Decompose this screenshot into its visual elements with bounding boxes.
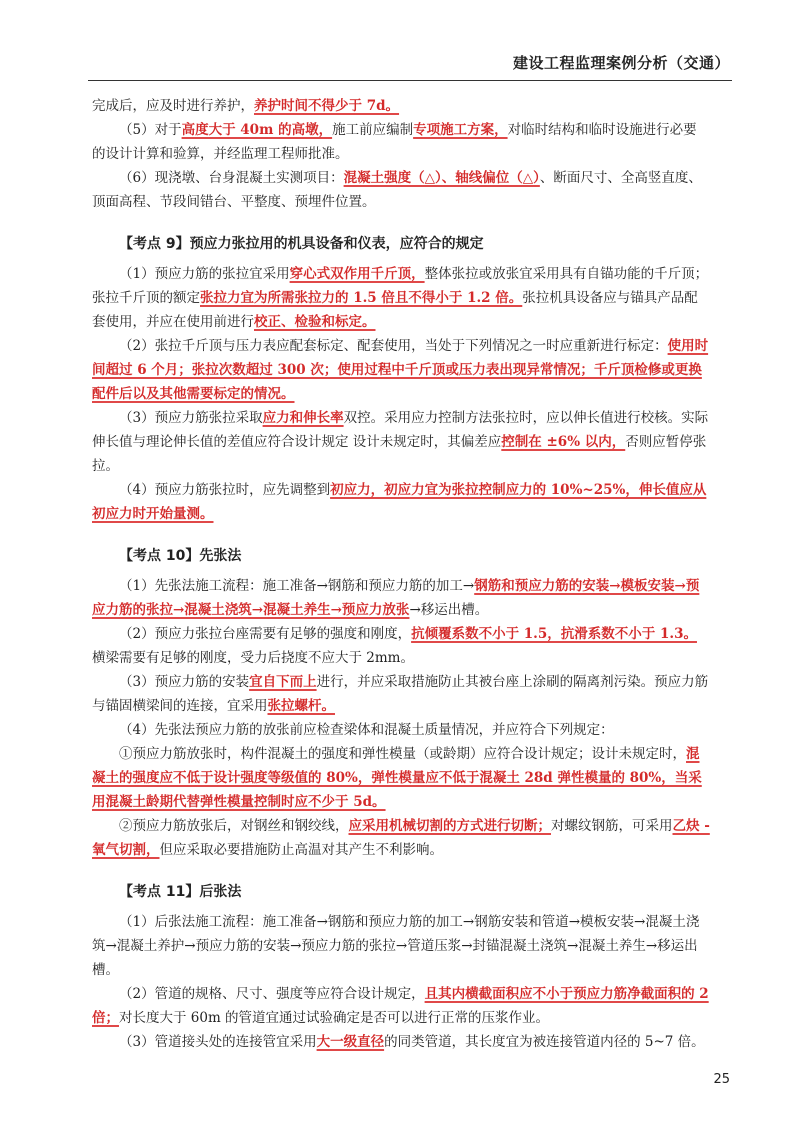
paragraph-s10-6: ②预应力筋放张后，对钢丝和钢绞线，应采用机械切割的方式进行切断；对螺纹钢筋，可采用乙炔 - 氧气切割，但应采取必要措施防止高温对其产生不利影响。 — [92, 818, 710, 858]
highlight: 应采用机械切割的方式进行切断； — [348, 818, 551, 834]
highlight: 使用时间超过 6 个月；张拉次数超过 300 次；使用过程中千斤顶或压力表出现异常情况；千斤顶检修或更换配件后以及其他需要标定的情况。 — [92, 338, 709, 402]
highlight: 校正、检验和标定。 — [254, 314, 376, 330]
highlight: 混凝土的强度应不低于设计强度等级值的 80%，弹性模量应不低于混凝土 28d 弹性模量的 80%，当采用混凝土龄期代替弹性模量控制时应不少于 5d。 — [92, 746, 702, 810]
highlight: 混凝土强度（△）、轴线偏位（△） — [343, 170, 540, 186]
paragraph-s9-3: （3）预应力筋张拉采取应力和伸长率双控。采用应力控制方法张拉时，应以伸长值进行校核。实际伸长值与理论伸长值的差值应符合设计规定 设计未规定时，其偏差应控制在 ±6% 以内，否则应暂停张拉。 — [92, 410, 709, 474]
highlight: 且其内横截面积应不小于预应力筋净截面积的 2 倍； — [92, 986, 709, 1026]
running-header: 建设工程监理案例分析（交通） — [512, 54, 730, 72]
highlight: 穿心式双作用千斤顶， — [289, 266, 425, 282]
highlight: 钢筋和预应力筋的安装→模板安装→预应力筋的张拉→混凝土浇筑→混凝土养生→预应力放张 — [92, 578, 700, 618]
highlight: 专项施工方案， — [413, 122, 508, 138]
highlight: 抗倾覆系数不小于 1.5，抗滑系数不小于 1.3。 — [411, 626, 697, 642]
highlight: 大一级直径 — [316, 1034, 385, 1050]
paragraph-s10-2: （2）预应力张拉台座需要有足够的强度和刚度，抗倾覆系数不小于 1.5，抗滑系数不小于 1.3。横梁需要有足够的刚度，受力后挠度不应大于 2mm。 — [92, 626, 697, 666]
paragraph-intro-1: 完成后，应及时进行养护，养护时间不得少于 7d。 — [92, 98, 400, 114]
paragraph-s10-1: （1）先张法施工流程：施工准备→钢筋和预应力筋的加工→钢筋和预应力筋的安装→模板安装→预应力筋的张拉→混凝土浇筑→混凝土养生→预应力放张→移运出槽。 — [92, 578, 700, 618]
highlight: 张拉螺杆。 — [267, 698, 335, 714]
page-number: 25 — [713, 1072, 730, 1087]
paragraph-s10-5: ①预应力筋放张时，构件混凝土的强度和弹性模量（或龄期）应符合设计规定；设计未规定时，混凝土的强度应不低于设计强度等级值的 80%，弹性模量应不低于混凝土 28d 弹性模量的 80%，当采用混凝土龄期代替弹性模量控制时应不少于 5d。 — [92, 746, 702, 810]
highlight: 应力和伸长率 — [262, 410, 344, 426]
section-heading-10: 【考点 10】先张法 — [119, 548, 242, 564]
header-rule — [88, 80, 732, 81]
section-heading-11: 【考点 11】后张法 — [119, 884, 242, 900]
highlight: 养护时间不得少于 7d。 — [254, 98, 400, 114]
highlight: 高度大于 40m 的高墩， — [181, 122, 333, 138]
paragraph-intro-2: （5）对于高度大于 40m 的高墩，施工前应编制专项施工方案，对临时结构和临时设施进行必要的设计计算和验算，并经监理工程师批准。 — [92, 122, 697, 162]
paragraph-intro-3: （6）现浇墩、台身混凝土实测项目：混凝土强度（△）、轴线偏位（△）、断面尺寸、全高竖直度、顶面高程、节段间错台、平整度、预埋件位置。 — [92, 170, 702, 210]
paragraph-s9-4: （4）预应力筋张拉时，应先调整到初应力，初应力宜为张拉控制应力的 10%~25%，伸长值应从初应力时开始量测。 — [92, 482, 707, 522]
highlight: 张拉力宜为所需张拉力的 1.5 倍且不得小于 1.2 倍。 — [200, 290, 523, 306]
highlight: 宜自下而上 — [249, 674, 317, 690]
highlight: 初应力，初应力宜为张拉控制应力的 10%~25%，伸长值应从初应力时开始量测。 — [92, 482, 707, 522]
page-body — [92, 94, 710, 1054]
paragraph-s10-3: （3）预应力筋的安装宜自下而上进行，并应采取措施防止其被台座上涂刷的隔离剂污染。预应力筋与锚固横梁间的连接，宜采用张拉螺杆。 — [92, 674, 709, 714]
paragraph-s9-1: （1）预应力筋的张拉宜采用穿心式双作用千斤顶，整体张拉或放张宜采用具有自锚功能的千斤顶；张拉千斤顶的额定张拉力宜为所需张拉力的 1.5 倍且不得小于 1.2 倍。张拉机具设备应与锚具产品配套使用，并应在使用前进行校正、检验和标定。 — [92, 266, 709, 330]
paragraph-s10-4: （4）先张法预应力筋的放张前应检查梁体和混凝土质量情况，并应符合下列规定： — [119, 722, 614, 738]
paragraph-s11-1: （1）后张法施工流程：施工准备→钢筋和预应力筋的加工→钢筋安装和管道→模板安装→混凝土浇筑→混凝土养护→预应力筋的安装→预应力筋的张拉→管道压浆→封锚混凝土浇筑→混凝土养生→移运出槽。 — [92, 914, 700, 978]
section-heading-9: 【考点 9】预应力张拉用的机具设备和仪表，应符合的规定 — [119, 236, 484, 252]
highlight: 控制在 ±6% 以内， — [501, 434, 626, 450]
highlight: 乙炔 - 氧气切割， — [92, 818, 710, 858]
paragraph-s9-2: （2）张拉千斤顶与压力表应配套标定、配套使用，当处于下列情况之一时应重新进行标定：使用时间超过 6 个月；张拉次数超过 300 次；使用过程中千斤顶或压力表出现异常情况；千斤顶检修或更换配件后以及其他需要标定的情况。 — [92, 338, 709, 402]
paragraph-s11-3: （3）管道接头处的连接管宜采用大一级直径的同类管道，其长度宜为被连接管道内径的 5~7 倍。 — [119, 1034, 705, 1050]
paragraph-s11-2: （2）管道的规格、尺寸、强度等应符合设计规定，且其内横截面积应不小于预应力筋净截面积的 2 倍；对长度大于 60m 的管道宜通过试验确定是否可以进行正常的压浆作业。 — [92, 986, 709, 1026]
